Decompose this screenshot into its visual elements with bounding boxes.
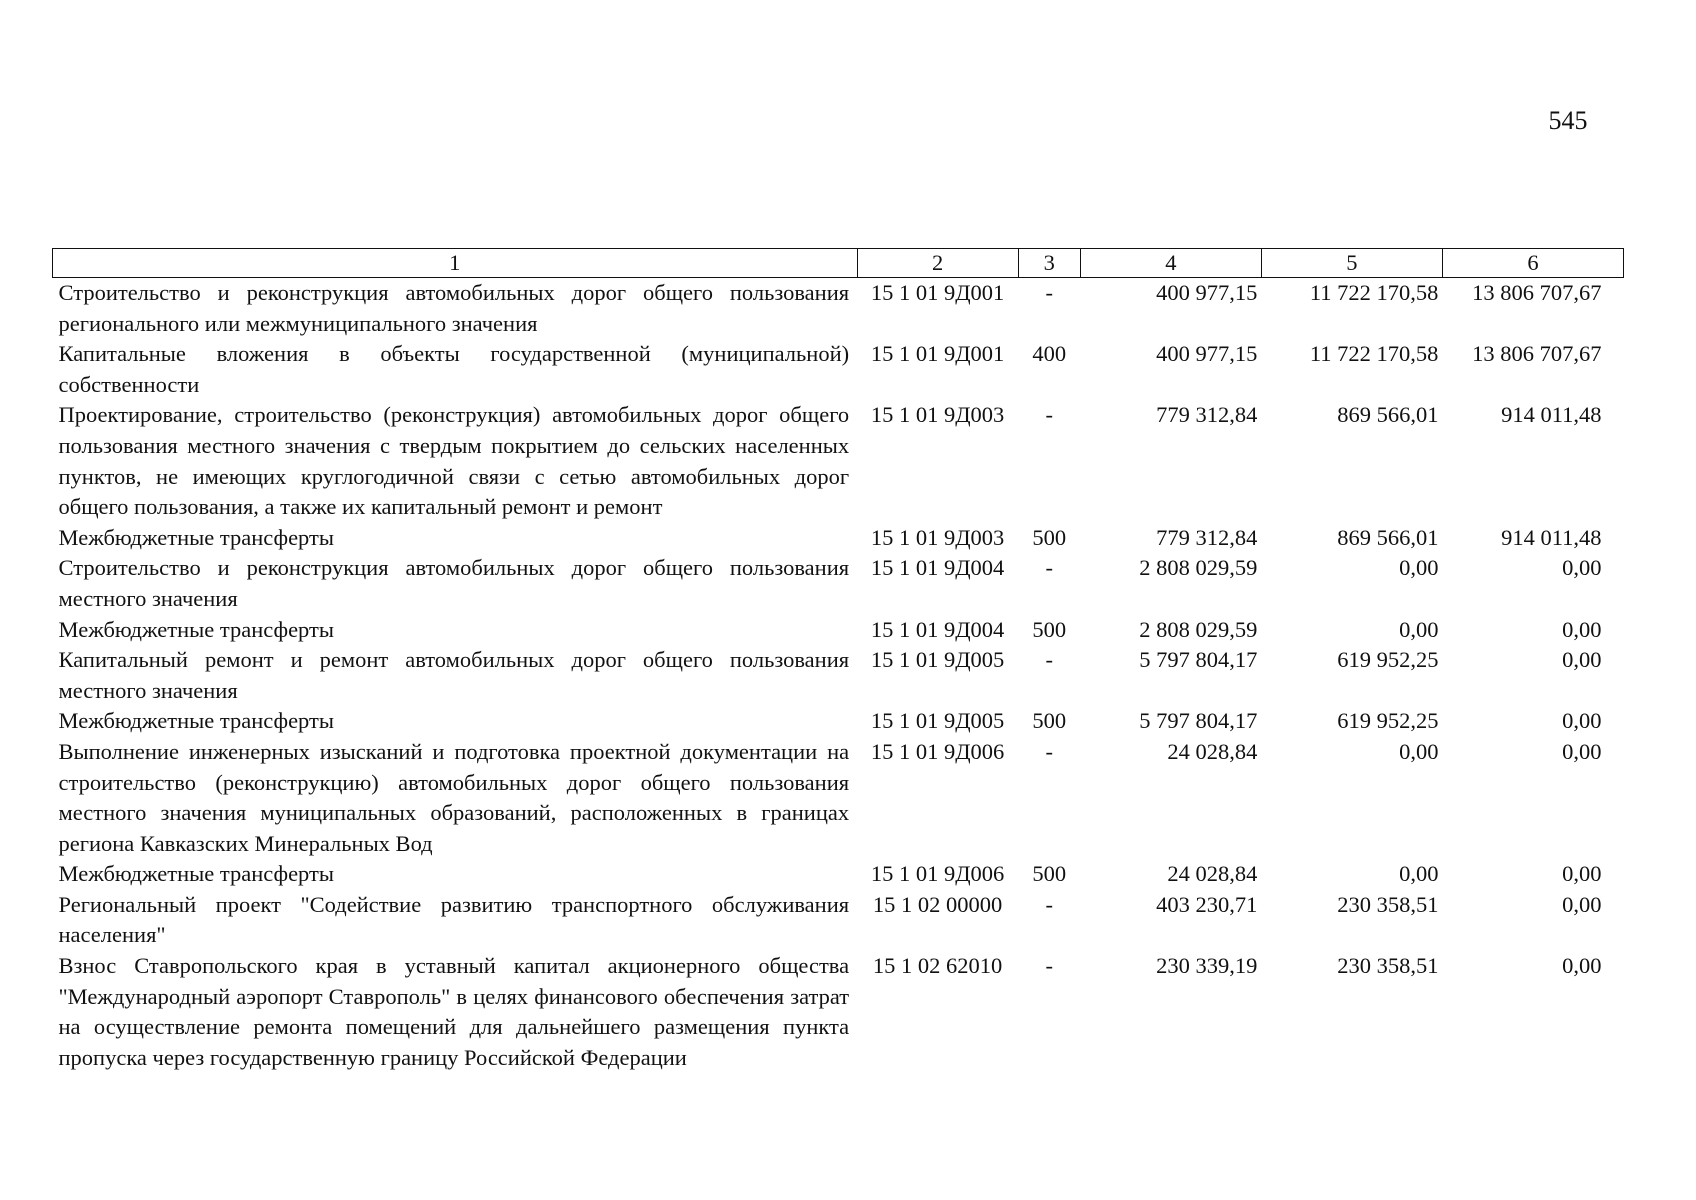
row-value-4: 400 977,15	[1156, 280, 1258, 305]
budget-table	[52, 248, 1624, 1073]
row-type: 500	[1032, 524, 1067, 550]
column-header-4: 4	[1080, 249, 1261, 278]
row-code: 15 1 01 9Д001	[870, 341, 1005, 367]
table-row	[53, 951, 1624, 1073]
row-code: 15 1 01 9Д006	[870, 738, 1005, 764]
row-value-6: 914 011,48	[1501, 402, 1602, 428]
row-value-5: 619 952,25	[1337, 647, 1439, 673]
row-type: 500	[1032, 616, 1067, 642]
table-row	[53, 706, 1624, 737]
row-value-5: 869 566,01	[1337, 402, 1439, 428]
row-type: -	[1045, 738, 1053, 764]
row-type: 500	[1032, 708, 1067, 734]
column-header-3: 3	[1018, 249, 1080, 278]
row-value-4: 2 808 029,59	[1139, 616, 1258, 642]
table-row	[53, 645, 1624, 706]
row-value-4: 400 977,15	[1156, 341, 1258, 367]
row-value-5: 619 952,25	[1337, 708, 1439, 734]
table-row	[53, 859, 1624, 890]
row-value-4: 5 797 804,17	[1139, 708, 1258, 734]
table-row	[53, 523, 1624, 554]
row-name: Межбюджетные трансферты	[58, 708, 334, 734]
row-code: 15 1 02 00000	[872, 891, 1003, 917]
row-type: -	[1045, 647, 1053, 673]
row-code: 15 1 01 9Д004	[870, 616, 1005, 642]
row-value-6: 0,00	[1562, 738, 1602, 764]
row-name: Выполнение инженерных изысканий и подготовка проектной документации на строительство (реконструкцию) автомобильных дорог общего пользования местного значения муниципальных образований, расположенных в границах региона Кавказских Минеральных Вод	[58, 738, 850, 856]
row-code: 15 1 01 9Д005	[870, 708, 1005, 734]
row-type: 400	[1032, 341, 1067, 367]
row-name: Региональный проект "Содействие развитию транспортного обслуживания населения"	[58, 891, 850, 948]
table-body	[53, 278, 1624, 1074]
row-value-4: 5 797 804,17	[1139, 647, 1258, 673]
row-value-4: 2 808 029,59	[1139, 555, 1258, 581]
table-row	[53, 615, 1624, 646]
row-type: -	[1045, 555, 1053, 581]
table-row	[53, 278, 1624, 340]
row-name: Капитальный ремонт и ремонт автомобильных дорог общего пользования местного значения	[58, 647, 850, 703]
row-value-5: 230 358,51	[1337, 891, 1439, 917]
row-value-4: 24 028,84	[1167, 738, 1258, 764]
row-type: -	[1045, 891, 1053, 917]
row-value-5: 11 722 170,58	[1309, 341, 1439, 367]
row-code: 15 1 01 9Д004	[870, 555, 1005, 581]
row-code: 15 1 02 62010	[872, 953, 1003, 979]
row-code: 15 1 01 9Д001	[870, 280, 1005, 305]
row-value-6: 0,00	[1562, 647, 1602, 673]
row-value-6: 0,00	[1562, 708, 1602, 734]
row-name: Межбюджетные трансферты	[58, 616, 334, 642]
row-name: Проектирование, строительство (реконструкция) автомобильных дорог общего пользования местного значения с твердым покрытием до сельских населенных пунктов, не имеющих круглогодичной связи с сетью автомобильных дорог общего пользования, а также их капитальный ремонт и ремонт	[58, 402, 850, 520]
row-code: 15 1 01 9Д003	[870, 524, 1005, 550]
row-name: Строительство и реконструкция автомобильных дорог общего пользования регионального или межмуниципального значения	[58, 280, 850, 336]
column-header-1: 1	[53, 249, 858, 278]
row-value-6: 13 806 707,67	[1472, 341, 1602, 367]
row-name: Межбюджетные трансферты	[58, 524, 334, 550]
table-row	[53, 553, 1624, 614]
row-value-4: 779 312,84	[1156, 402, 1258, 428]
table-row	[53, 400, 1624, 522]
table-row	[53, 339, 1624, 400]
row-value-5: 0,00	[1399, 738, 1439, 764]
row-name: Строительство и реконструкция автомобильных дорог общего пользования местного значения	[58, 555, 850, 611]
row-value-4: 230 339,19	[1156, 953, 1258, 979]
column-header-5: 5	[1261, 249, 1442, 278]
row-type: 500	[1032, 861, 1067, 887]
row-value-5: 0,00	[1399, 555, 1439, 581]
row-value-4: 24 028,84	[1167, 861, 1258, 887]
row-value-5: 230 358,51	[1337, 953, 1439, 979]
row-value-4: 779 312,84	[1156, 524, 1258, 550]
row-code: 15 1 01 9Д006	[870, 861, 1005, 887]
row-code: 15 1 01 9Д003	[870, 402, 1005, 428]
row-value-5: 0,00	[1399, 616, 1439, 642]
column-header-6: 6	[1442, 249, 1623, 278]
table-row	[53, 890, 1624, 951]
row-name: Межбюджетные трансферты	[58, 861, 334, 887]
row-code: 15 1 01 9Д005	[870, 647, 1005, 673]
row-value-6: 0,00	[1562, 616, 1602, 642]
row-value-5: 869 566,01	[1337, 524, 1439, 550]
row-value-6: 0,00	[1562, 891, 1602, 917]
row-type: -	[1045, 402, 1053, 428]
row-value-6: 0,00	[1562, 861, 1602, 887]
row-value-6: 0,00	[1562, 555, 1602, 581]
header-row	[53, 249, 1624, 278]
table-header	[53, 249, 1624, 278]
row-value-6: 914 011,48	[1501, 524, 1602, 550]
row-value-6: 0,00	[1562, 953, 1602, 979]
row-value-5: 11 722 170,58	[1309, 280, 1439, 305]
row-type: -	[1045, 280, 1053, 305]
row-name: Взнос Ставропольского края в уставный капитал акционерного общества "Международный аэропорт Ставрополь" в целях финансового обеспечения затрат на осуществление ремонта помещений для дальнейшего размещения пункта пропуска через государственную границу Российской Федерации	[58, 953, 850, 1070]
row-type: -	[1045, 953, 1053, 979]
table-row	[53, 737, 1624, 859]
row-value-5: 0,00	[1399, 861, 1439, 887]
column-header-2: 2	[857, 249, 1018, 278]
row-value-6: 13 806 707,67	[1472, 280, 1602, 305]
page-number: 545	[1548, 106, 1588, 135]
row-name: Капитальные вложения в объекты государственной (муниципальной) собственности	[58, 341, 850, 397]
row-value-4: 403 230,71	[1156, 891, 1258, 917]
